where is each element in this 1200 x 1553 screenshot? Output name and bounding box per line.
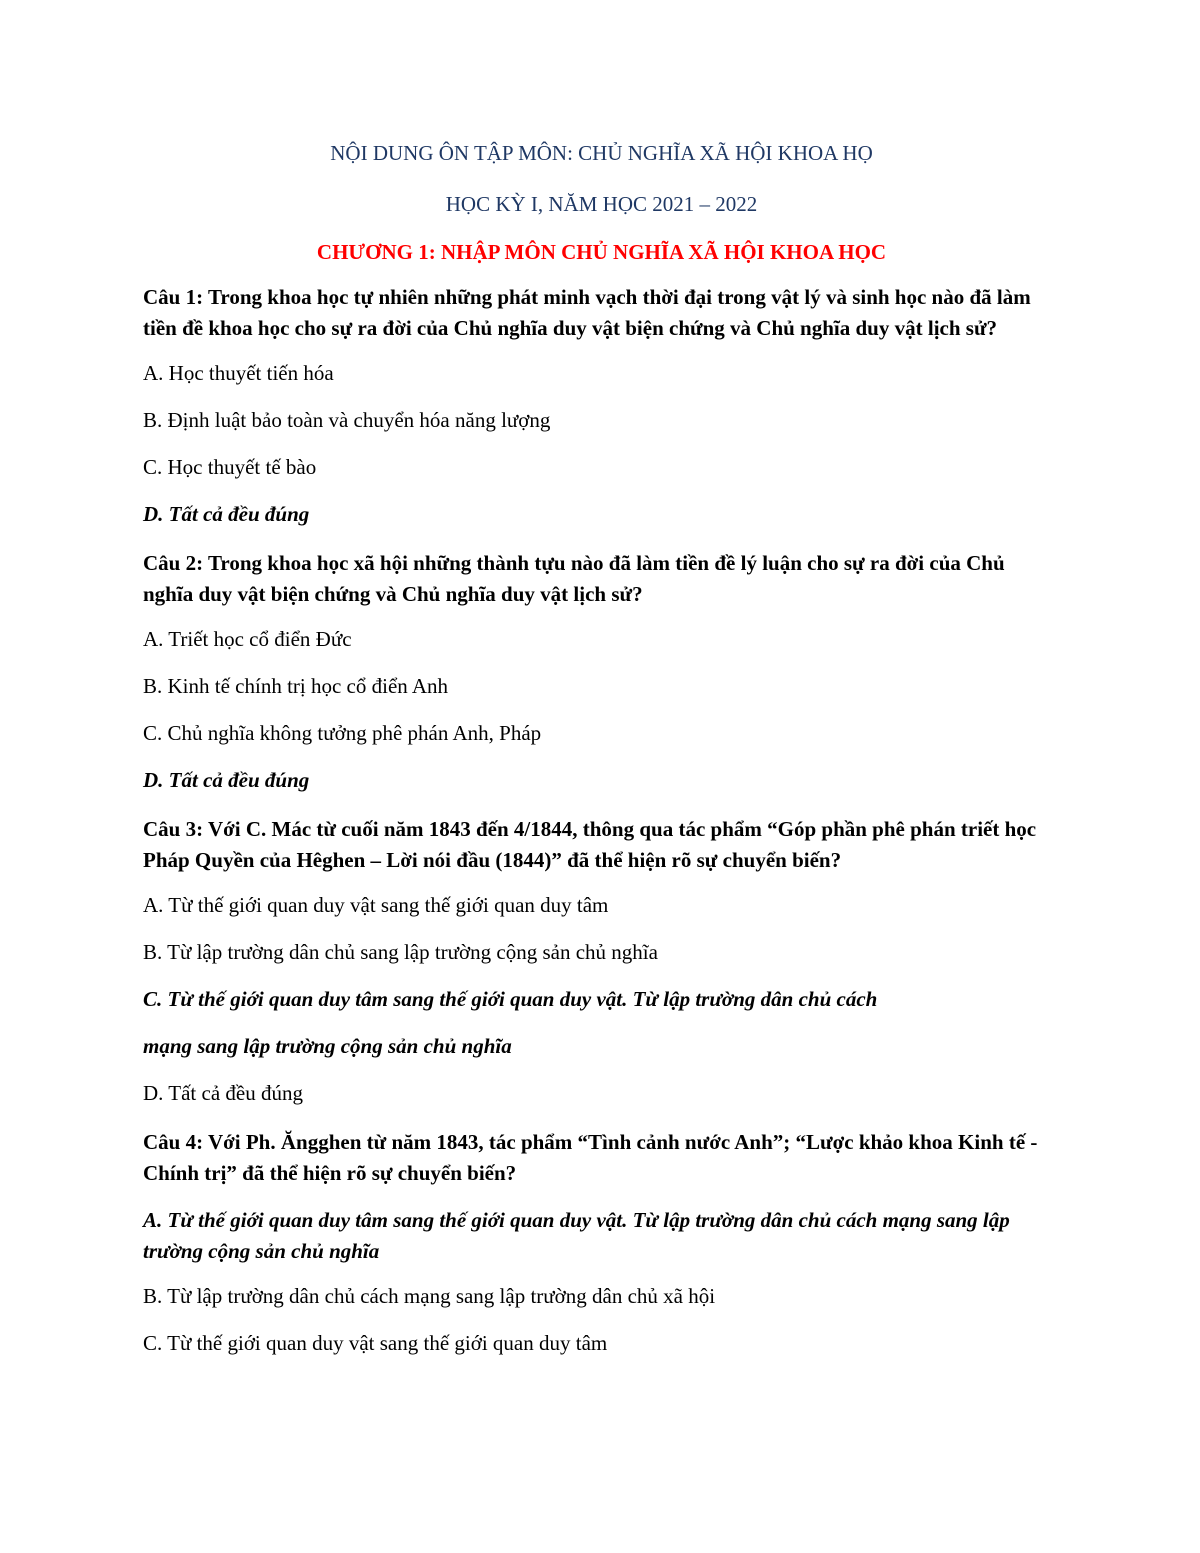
q4-option-c: C. Từ thế giới quan duy vật sang thế giới quan duy tâm [143, 1331, 608, 1355]
q3-option-b: B. Từ lập trường dân chủ sang lập trường cộng sản chủ nghĩa [143, 940, 658, 964]
question-3: Câu 3: Với C. Mác từ cuối năm 1843 đến 4/1844, thông qua tác phẩm “Góp phần phê phán triết học Pháp Quyền của Hêghen – Lời nói đầu (1844)” đã thể hiện rõ sự chuyển biến? [143, 817, 1037, 872]
q2-option-d-correct: D. Tất cả đều đúng [143, 768, 310, 792]
q1-option-a: A. Học thuyết tiến hóa [143, 361, 334, 385]
q4-option-b: B. Từ lập trường dân chủ cách mạng sang lập trường dân chủ xã hội [143, 1284, 716, 1308]
q4-option-a-correct: A. Từ thế giới quan duy tâm sang thế giới quan duy vật. Từ lập trường dân chủ cách mạng sang lập trường cộng sản chủ nghĩa [143, 1208, 1010, 1263]
q3-option-d: D. Tất cả đều đúng [143, 1081, 303, 1105]
q3-option-a: A. Từ thế giới quan duy vật sang thế giới quan duy tâm [143, 893, 609, 917]
question-2: Câu 2: Trong khoa học xã hội những thành tựu nào đã làm tiền đề lý luận cho sự ra đời của Chủ nghĩa duy vật biện chứng và Chủ nghĩa duy vật lịch sử? [143, 551, 1005, 606]
q3-option-c-correct-continued: mạng sang lập trường cộng sản chủ nghĩa [143, 1034, 512, 1058]
document-title: NỘI DUNG ÔN TẬP MÔN: CHỦ NGHĨA XÃ HỘI KHOA HỌ [330, 141, 873, 165]
q2-option-c: C. Chủ nghĩa không tưởng phê phán Anh, Pháp [143, 721, 542, 745]
question-1: Câu 1: Trong khoa học tự nhiên những phát minh vạch thời đại trong vật lý và sinh học nào đã làm tiền đề khoa học cho sự ra đời của Chủ nghĩa duy vật biện chứng và Chủ nghĩa duy vật lịch sử? [143, 285, 1031, 340]
q1-option-c: C. Học thuyết tế bào [143, 455, 317, 479]
q3-option-c-correct: C. Từ thế giới quan duy tâm sang thế giới quan duy vật. Từ lập trường dân chủ cách [143, 987, 878, 1011]
document-subtitle: HỌC KỲ I, NĂM HỌC 2021 – 2022 [445, 192, 758, 216]
q1-option-b: B. Định luật bảo toàn và chuyển hóa năng lượng [143, 408, 551, 432]
chapter-heading: CHƯƠNG 1: NHẬP MÔN CHỦ NGHĨA XÃ HỘI KHOA HỌC [316, 240, 887, 264]
question-4: Câu 4: Với Ph. Ăngghen từ năm 1843, tác phẩm “Tình cảnh nước Anh”; “Lược khảo khoa Kinh tế - Chính trị” đã thể hiện rõ sự chuyển biến? [143, 1130, 1038, 1185]
q1-option-d-correct: D. Tất cả đều đúng [143, 502, 310, 526]
q2-option-b: B. Kinh tế chính trị học cổ điển Anh [143, 674, 449, 698]
q2-option-a: A. Triết học cổ điển Đức [143, 627, 352, 651]
